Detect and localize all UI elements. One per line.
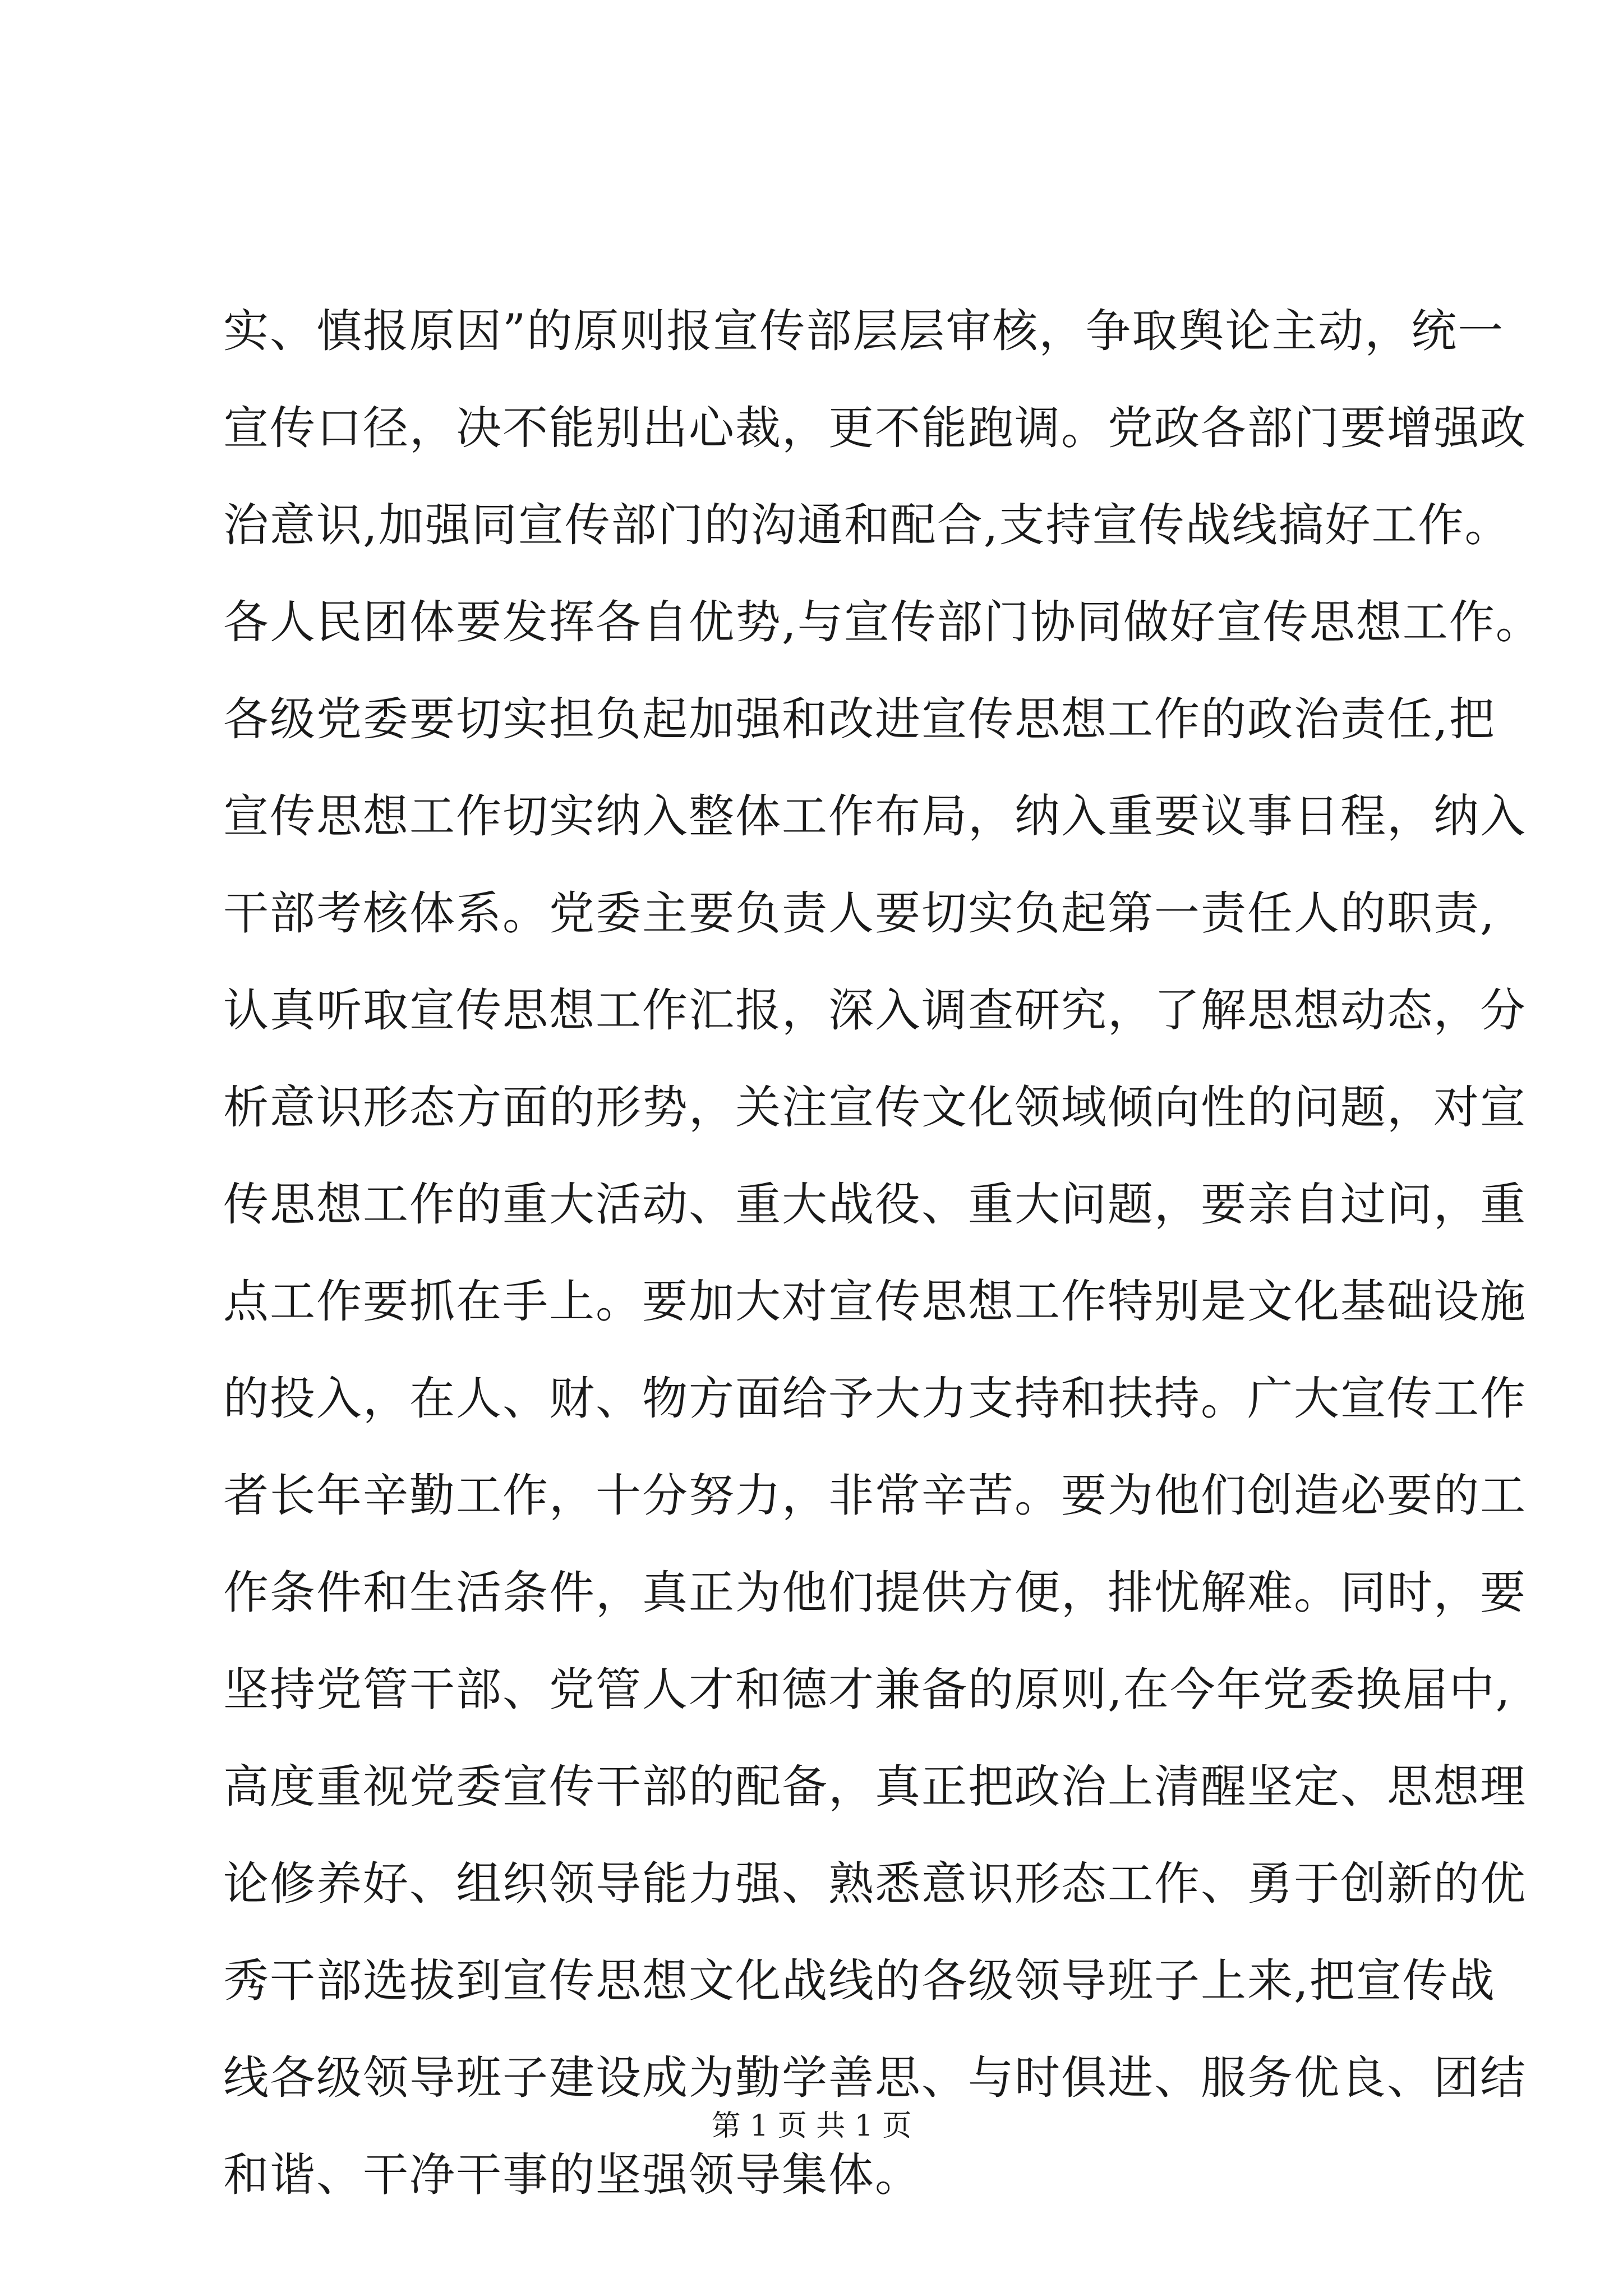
text-line: 点工作要抓在手上。要加大对宣传思想工作特别是文化基础设施 xyxy=(223,1276,1527,1328)
text-line: 宣传口径，决不能别出心裁，更不能跑调。党政各部门要增强政 xyxy=(223,402,1527,455)
text-line: 宣传思想工作切实纳入整体工作布局，纳入重要议事日程，纳入 xyxy=(223,790,1527,843)
page-footer xyxy=(0,2106,1623,2146)
text-line: 析意识形态方面的形势，关注宣传文化领域倾向性的问题，对宣 xyxy=(223,1082,1527,1134)
text-line: 认真听取宣传思想工作汇报，深入调查研究，了解思想动态，分 xyxy=(223,984,1527,1037)
text-line: 各级党委要切实担负起加强和改进宣传思想工作的政治责任,把 xyxy=(223,693,1496,746)
text-line: 干部考核体系。党委主要负责人要切实负起第一责任人的职责, xyxy=(223,887,1496,940)
text-line: 治意识,加强同宣传部门的沟通和配合,支持宣传战线搞好工作。 xyxy=(223,499,1511,552)
text-line: 作条件和生活条件，真正为他们提供方便，排忧解难。同时，要 xyxy=(223,1567,1527,1619)
text-line: 实、慎报原因”的原则报宣传部层层审核，争取舆论主动，统一 xyxy=(223,305,1505,358)
text-line: 坚持党管干部、党管人才和德才兼备的原则,在今年党委换届中, xyxy=(223,1664,1511,1717)
text-line: 论修养好、组织领导能力强、熟悉意识形态工作、勇于创新的优 xyxy=(223,1858,1527,1911)
text-line: 者长年辛勤工作，十分努力，非常辛苦。要为他们创造必要的工 xyxy=(223,1470,1527,1522)
text-line: 高度重视党委宣传干部的配备，真正把政治上清醒坚定、思想理 xyxy=(223,1761,1527,1814)
page-number-indicator: 第 1 页 共 1 页 xyxy=(711,2109,912,2143)
text-line: 秀干部选拔到宣传思想文化战线的各级领导班子上来,把宣传战 xyxy=(223,1955,1496,2008)
text-line: 线各级领导班子建设成为勤学善思、与时俱进、服务优良、团结 xyxy=(223,2052,1527,2105)
text-line: 传思想工作的重大活动、重大战役、重大问题，要亲自过问，重 xyxy=(223,1179,1527,1231)
body-paragraph xyxy=(223,283,1542,2224)
text-line-last: 和谐、干净干事的坚强领导集体。 xyxy=(223,2149,922,2202)
text-line: 各人民团体要发挥各自优势,与宣传部门协同做好宣传思想工作。 xyxy=(223,596,1542,649)
text-line: 的投入，在人、财、物方面给予大力支持和扶持。广大宣传工作 xyxy=(223,1373,1527,1425)
